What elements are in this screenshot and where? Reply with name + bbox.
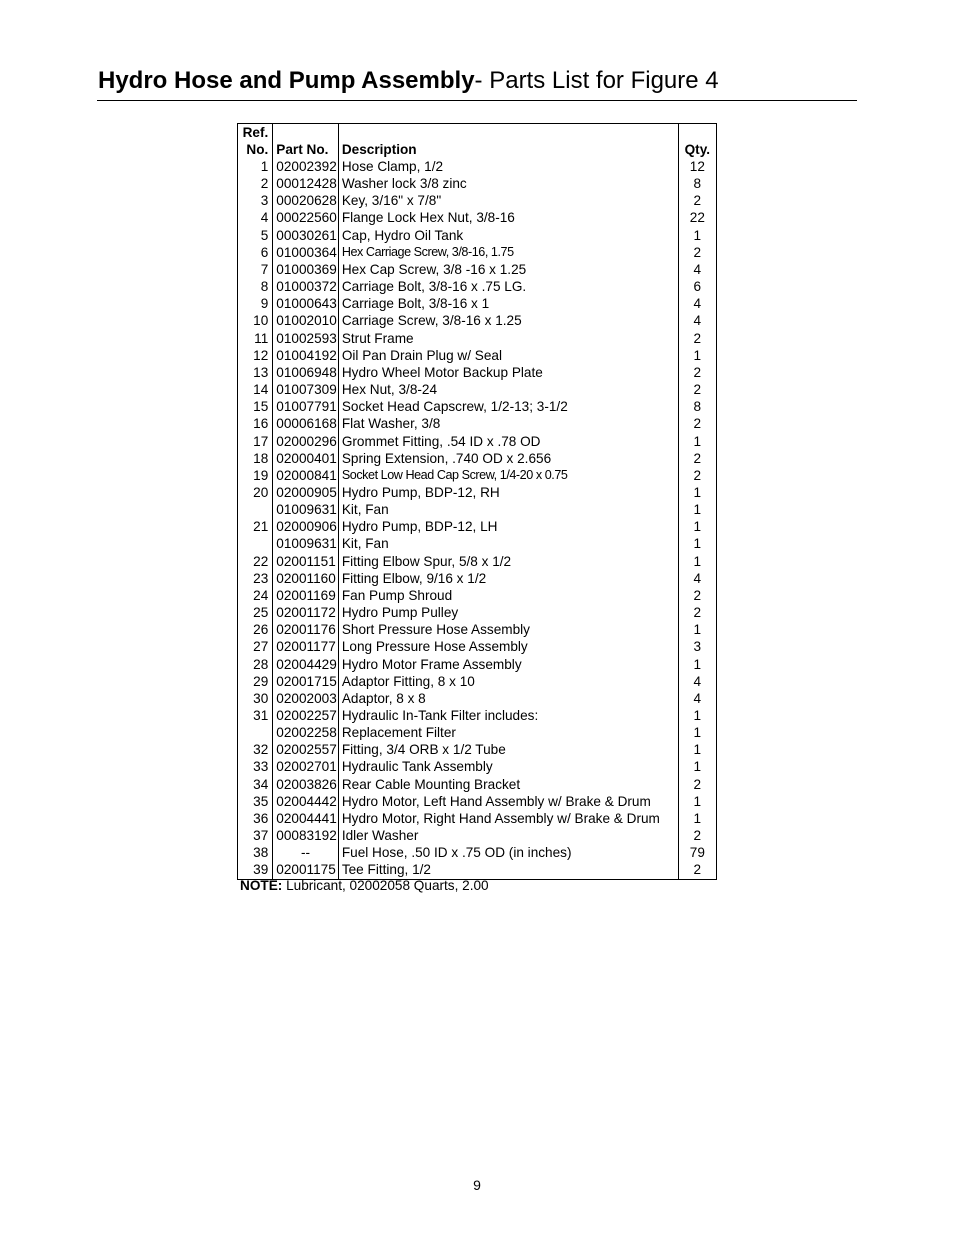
table-row (238, 656, 717, 673)
ref-no-cell: 8 (238, 278, 273, 295)
part-no-cell: 02001151 (273, 553, 339, 570)
description-cell: Tee Fitting, 1/2 (338, 861, 678, 879)
table-row (238, 175, 717, 192)
parts-table-header (238, 124, 717, 159)
ref-no-cell: 25 (238, 604, 273, 621)
ref-no-cell: 30 (238, 690, 273, 707)
header-row (238, 124, 717, 159)
qty-cell: 2 (693, 330, 702, 346)
qty-cell: 1 (693, 725, 702, 741)
qty-cell: 8 (693, 399, 702, 415)
ref-no-cell: 33 (238, 758, 273, 775)
qty-cell: 2 (693, 382, 702, 398)
part-no-cell: 02002257 (273, 707, 339, 724)
ref-no-cell: 3 (238, 192, 273, 209)
qty-cell: 1 (693, 536, 702, 552)
ref-no-cell: 26 (238, 621, 273, 638)
ref-no-cell: 37 (238, 827, 273, 844)
table-row (238, 638, 717, 655)
description-cell: Hose Clamp, 1/2 (338, 158, 678, 175)
ref-no-cell: 23 (238, 570, 273, 587)
table-row (238, 707, 717, 724)
ref-no-cell: 31 (238, 707, 273, 724)
table-row (238, 381, 717, 398)
ref-no-cell: 11 (238, 330, 273, 347)
qty-cell: 2 (693, 776, 702, 792)
description-cell: Fitting Elbow, 9/16 x 1/2 (338, 570, 678, 587)
qty-cell: 2 (693, 467, 702, 483)
ref-no-cell: 34 (238, 776, 273, 793)
qty-cell: 6 (693, 279, 702, 295)
page-title (98, 66, 719, 96)
qty-cell: 4 (693, 313, 702, 329)
ref-no-cell: 6 (238, 244, 273, 261)
qty-cell: 1 (693, 553, 702, 569)
header-qty: Qty. (684, 142, 711, 157)
part-no-cell: 00020628 (273, 192, 339, 209)
table-row (238, 776, 717, 793)
header-ref-line2: No. (246, 142, 269, 157)
ref-no-cell: 19 (238, 467, 273, 484)
ref-no-cell: 12 (238, 347, 273, 364)
description-cell: Hex Carriage Screw, 3/8-16, 1.75 (338, 244, 678, 261)
part-no-cell: 02002701 (273, 758, 339, 775)
qty-cell: 4 (693, 261, 702, 277)
description-cell: Fitting Elbow Spur, 5/8 x 1/2 (338, 553, 678, 570)
description-cell: Hydro Pump, BDP-12, LH (338, 518, 678, 535)
part-no-cell: 02001169 (273, 587, 339, 604)
part-no-cell: 02000905 (273, 484, 339, 501)
qty-cell: 79 (689, 845, 705, 861)
qty-cell: 4 (693, 690, 702, 706)
table-row (238, 415, 717, 432)
part-no-cell: 02000906 (273, 518, 339, 535)
table-row (238, 295, 717, 312)
ref-no-cell: 38 (238, 844, 273, 861)
part-no-cell: 01000372 (273, 278, 339, 295)
part-no-cell: 01007309 (273, 381, 339, 398)
qty-cell: 1 (693, 227, 702, 243)
table-row (238, 793, 717, 810)
qty-cell: 1 (693, 742, 702, 758)
table-row (238, 621, 717, 638)
ref-no-cell: 28 (238, 656, 273, 673)
qty-cell: 1 (693, 656, 702, 672)
description-cell: Carriage Screw, 3/8-16 x 1.25 (338, 312, 678, 329)
description-cell: Fitting, 3/4 ORB x 1/2 Tube (338, 741, 678, 758)
qty-cell: 12 (689, 159, 705, 174)
part-no-cell: 00006168 (273, 415, 339, 432)
description-cell: Grommet Fitting, .54 ID x .78 OD (338, 433, 678, 450)
page-title-bold: Hydro Hose and Pump Assembly (98, 67, 475, 94)
part-no-cell: 01007791 (273, 398, 339, 415)
part-no-cell: -- (273, 844, 339, 861)
description-cell: Washer lock 3/8 zinc (338, 175, 678, 192)
ref-no-cell: 10 (238, 312, 273, 329)
table-row (238, 347, 717, 364)
ref-no-cell: 20 (238, 484, 273, 501)
ref-no-cell: 5 (238, 227, 273, 244)
qty-cell: 2 (693, 416, 702, 432)
parts-table (237, 123, 717, 880)
description-cell: Socket Head Capscrew, 1/2-13; 3-1/2 (338, 398, 678, 415)
table-row (238, 810, 717, 827)
table-row (238, 518, 717, 535)
part-no-cell: 00022560 (273, 209, 339, 226)
qty-cell: 1 (693, 793, 702, 809)
description-cell: Short Pressure Hose Assembly (338, 621, 678, 638)
qty-cell: 1 (693, 502, 702, 518)
description-cell: Rear Cable Mounting Bracket (338, 776, 678, 793)
description-cell: Adaptor Fitting, 8 x 10 (338, 673, 678, 690)
ref-no-cell: 29 (238, 673, 273, 690)
ref-no-cell: 24 (238, 587, 273, 604)
ref-no-cell (238, 501, 273, 518)
description-cell: Flat Washer, 3/8 (338, 415, 678, 432)
qty-cell: 3 (693, 639, 702, 655)
qty-cell: 1 (693, 759, 702, 775)
qty-cell: 1 (693, 622, 702, 638)
part-no-cell: 02001160 (273, 570, 339, 587)
description-cell: Hex Cap Screw, 3/8 -16 x 1.25 (338, 261, 678, 278)
ref-no-cell: 1 (238, 158, 273, 175)
description-cell: Flange Lock Hex Nut, 3/8-16 (338, 209, 678, 226)
description-cell: Hydro Motor, Right Hand Assembly w/ Brake & Drum (338, 810, 678, 827)
table-row (238, 553, 717, 570)
description-cell: Oil Pan Drain Plug w/ Seal (338, 347, 678, 364)
header-ref-line1: Ref. (242, 125, 269, 140)
part-no-cell: 02000841 (273, 467, 339, 484)
description-cell: Hydraulic In-Tank Filter includes: (338, 707, 678, 724)
table-row (238, 312, 717, 329)
page-number: 9 (473, 1177, 481, 1193)
qty-cell: 2 (693, 244, 702, 260)
part-no-cell: 02000401 (273, 450, 339, 467)
ref-no-cell: 18 (238, 450, 273, 467)
description-cell: Hydro Pump Pulley (338, 604, 678, 621)
table-row (238, 278, 717, 295)
qty-cell: 1 (693, 519, 702, 535)
description-cell: Hex Nut, 3/8-24 (338, 381, 678, 398)
note-text: Lubricant, 02002058 Quarts, 2.00 (282, 878, 489, 893)
note (240, 877, 489, 894)
description-cell: Hydro Motor Frame Assembly (338, 656, 678, 673)
part-no-cell: 01009631 (273, 535, 339, 552)
ref-no-cell: 27 (238, 638, 273, 655)
part-no-cell: 01000369 (273, 261, 339, 278)
table-row (238, 209, 717, 226)
ref-no-cell: 15 (238, 398, 273, 415)
ref-no-cell: 9 (238, 295, 273, 312)
description-cell: Hydro Motor, Left Hand Assembly w/ Brake & Drum (338, 793, 678, 810)
part-no-cell: 02002003 (273, 690, 339, 707)
header-description: Description (338, 124, 678, 159)
part-no-cell: 02004442 (273, 793, 339, 810)
description-cell: Hydraulic Tank Assembly (338, 758, 678, 775)
table-row (238, 535, 717, 552)
part-no-cell: 02001175 (273, 861, 339, 879)
ref-no-cell: 39 (238, 861, 273, 879)
description-cell: Adaptor, 8 x 8 (338, 690, 678, 707)
ref-no-cell: 7 (238, 261, 273, 278)
table-row (238, 673, 717, 690)
part-no-cell: 02001176 (273, 621, 339, 638)
part-no-cell: 00030261 (273, 227, 339, 244)
table-row (238, 227, 717, 244)
header-part-no: Part No. (273, 124, 339, 159)
ref-no-cell (238, 724, 273, 741)
description-cell: Socket Low Head Cap Screw, 1/4-20 x 0.75 (338, 467, 678, 484)
ref-no-cell: 22 (238, 553, 273, 570)
part-no-cell: 01002593 (273, 330, 339, 347)
qty-cell: 2 (693, 587, 702, 603)
ref-no-cell: 17 (238, 433, 273, 450)
qty-cell: 1 (693, 810, 702, 826)
description-cell: Carriage Bolt, 3/8-16 x 1 (338, 295, 678, 312)
qty-cell: 1 (693, 708, 702, 723)
description-cell: Strut Frame (338, 330, 678, 347)
qty-cell: 8 (693, 176, 702, 192)
table-row (238, 501, 717, 518)
ref-no-cell: 35 (238, 793, 273, 810)
part-no-cell: 02002557 (273, 741, 339, 758)
description-cell: Fuel Hose, .50 ID x .75 OD (in inches) (338, 844, 678, 861)
description-cell: Replacement Filter (338, 724, 678, 741)
qty-cell: 4 (693, 296, 702, 312)
table-row (238, 604, 717, 621)
part-no-cell: 01002010 (273, 312, 339, 329)
qty-cell: 2 (693, 862, 702, 878)
table-row (238, 398, 717, 415)
ref-no-cell (238, 535, 273, 552)
table-row (238, 261, 717, 278)
table-row (238, 244, 717, 261)
table-row (238, 364, 717, 381)
qty-cell: 1 (693, 347, 702, 363)
qty-cell: 2 (693, 193, 702, 209)
description-cell: Kit, Fan (338, 501, 678, 518)
ref-no-cell: 36 (238, 810, 273, 827)
ref-no-cell: 4 (238, 209, 273, 226)
qty-cell: 4 (693, 673, 702, 689)
part-no-cell: 00012428 (273, 175, 339, 192)
qty-cell: 2 (693, 605, 702, 621)
table-row (238, 724, 717, 741)
description-cell: Key, 3/16" x 7/8" (338, 192, 678, 209)
table-row (238, 158, 717, 175)
table-row (238, 450, 717, 467)
table-row (238, 192, 717, 209)
table-row (238, 587, 717, 604)
ref-no-cell: 14 (238, 381, 273, 398)
part-no-cell: 01000643 (273, 295, 339, 312)
part-no-cell: 02001715 (273, 673, 339, 690)
part-no-cell: 01000364 (273, 244, 339, 261)
part-no-cell: 02001172 (273, 604, 339, 621)
table-row (238, 741, 717, 758)
description-cell: Long Pressure Hose Assembly (338, 638, 678, 655)
table-row (238, 827, 717, 844)
part-no-cell: 01006948 (273, 364, 339, 381)
note-label: NOTE: (240, 878, 283, 893)
description-cell: Cap, Hydro Oil Tank (338, 227, 678, 244)
table-row (238, 690, 717, 707)
description-cell: Spring Extension, .740 OD x 2.656 (338, 450, 678, 467)
ref-no-cell: 16 (238, 415, 273, 432)
part-no-cell: 02002392 (273, 158, 339, 175)
table-row (238, 758, 717, 775)
ref-no-cell: 21 (238, 518, 273, 535)
qty-cell: 2 (693, 828, 702, 844)
description-cell: Hydro Wheel Motor Backup Plate (338, 364, 678, 381)
header-ref-no (238, 124, 273, 159)
ref-no-cell: 13 (238, 364, 273, 381)
part-no-cell: 02004441 (273, 810, 339, 827)
qty-cell: 4 (693, 570, 702, 586)
description-cell: Hydro Pump, BDP-12, RH (338, 484, 678, 501)
part-no-cell: 02001177 (273, 638, 339, 655)
ref-no-cell: 2 (238, 175, 273, 192)
parts-table-body (238, 158, 717, 879)
part-no-cell: 01004192 (273, 347, 339, 364)
description-cell: Fan Pump Shroud (338, 587, 678, 604)
part-no-cell: 02002258 (273, 724, 339, 741)
table-row (238, 330, 717, 347)
part-no-cell: 02004429 (273, 656, 339, 673)
part-no-cell: 01009631 (273, 501, 339, 518)
description-cell: Kit, Fan (338, 535, 678, 552)
part-no-cell: 00083192 (273, 827, 339, 844)
table-row (238, 570, 717, 587)
qty-cell: 1 (693, 433, 702, 449)
table-row (238, 484, 717, 501)
qty-cell: 22 (689, 210, 705, 226)
heading-rule (97, 100, 857, 101)
part-no-cell: 02000296 (273, 433, 339, 450)
qty-cell: 2 (693, 364, 702, 380)
description-cell: Carriage Bolt, 3/8-16 x .75 LG. (338, 278, 678, 295)
table-row (238, 467, 717, 484)
qty-cell: 1 (693, 484, 702, 500)
table-row (238, 844, 717, 861)
qty-cell: 2 (693, 450, 702, 466)
part-no-cell: 02003826 (273, 776, 339, 793)
page-title-rest: - Parts List for Figure 4 (474, 67, 719, 94)
ref-no-cell: 32 (238, 741, 273, 758)
table-row (238, 433, 717, 450)
description-cell: Idler Washer (338, 827, 678, 844)
